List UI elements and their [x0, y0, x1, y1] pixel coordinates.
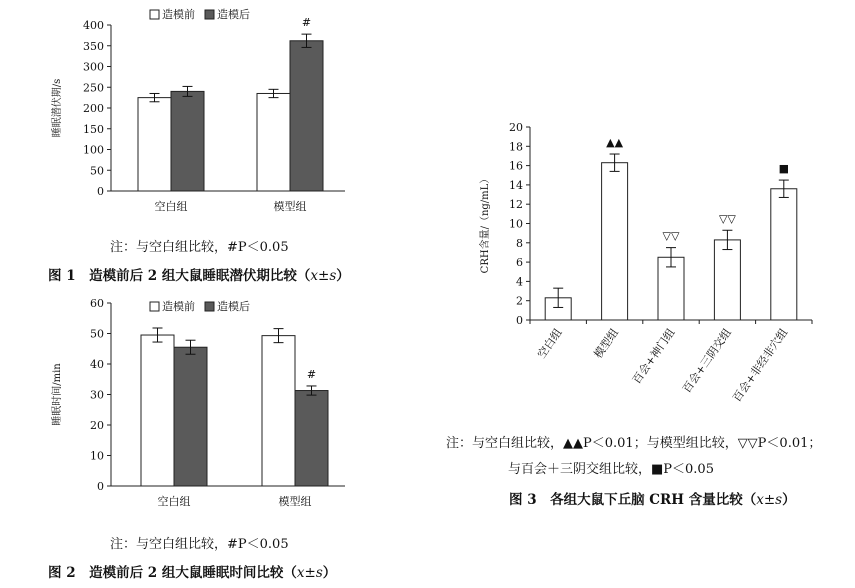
- chart3-bar: [602, 163, 628, 320]
- chart2-y-tick-label: 60: [90, 297, 104, 310]
- chart2-caption-prefix: 图 2 造模前后 2 组大鼠睡眠时间比较（: [48, 565, 297, 581]
- chart1-legend-swatch: [205, 10, 214, 19]
- chart3-caption-stat: x±s: [756, 492, 783, 508]
- chart3-x-tick-label: 百会+三阴交组: [680, 326, 734, 396]
- chart2-x-tick-label: 空白组: [157, 495, 191, 508]
- chart2-legend-label: 造模前: [162, 300, 195, 313]
- chart2-caption-suffix: ）: [322, 565, 337, 581]
- chart3-bar: [714, 240, 740, 320]
- chart2-bar: [262, 336, 295, 486]
- chart3-significance-mark: ▽▽: [718, 212, 736, 226]
- chart2-caption: [48, 561, 336, 581]
- chart1-bar: [138, 98, 171, 191]
- chart3-x-tick-label: 模型组: [591, 326, 622, 361]
- chart1-y-tick-label: 250: [83, 81, 104, 95]
- chart3-y-tick-label: 0: [516, 314, 523, 327]
- chart3-y-tick-label: 18: [509, 140, 523, 154]
- chart1-y-axis-label: 睡眠潜伏期/s: [52, 78, 63, 138]
- chart3-y-tick-label: 10: [509, 217, 523, 231]
- chart1-legend-swatch: [150, 10, 159, 19]
- chart3-x-tick-label: 空白组: [535, 326, 565, 361]
- chart2-caption-stat: x±s: [296, 565, 323, 581]
- chart3-caption-prefix: 图 3 各组大鼠下丘脑 CRH 含量比较（: [509, 492, 757, 508]
- chart3-note-line-2: 与百会＋三阴交组比较，■P＜0.05: [508, 462, 714, 477]
- chart3-y-tick-label: 8: [516, 236, 523, 250]
- chart1-caption: [48, 264, 350, 284]
- chart3-caption: [509, 488, 796, 508]
- chart1-y-tick-label: 150: [83, 122, 104, 136]
- chart2-y-tick-label: 0: [97, 480, 104, 493]
- chart2-bar: [174, 347, 207, 486]
- chart1-caption-prefix: 图 1 造模前后 2 组大鼠睡眠潜伏期比较（: [48, 268, 311, 284]
- chart3-bar: [771, 189, 797, 320]
- chart3-y-tick-label: 4: [516, 275, 523, 289]
- chart2-note: 注：与空白组比较，#P＜0.05: [110, 537, 289, 552]
- chart1-legend-label: 造模前: [162, 8, 195, 21]
- chart3-y-axis-label: CRH含量/（ng/mL）: [480, 173, 491, 274]
- chart1-caption-suffix: ）: [336, 268, 350, 284]
- chart3-x-tick-label: 百会+非经非穴组: [730, 326, 791, 405]
- chart3-y-tick-label: 6: [516, 256, 523, 270]
- chart3-significance-mark: ▲▲: [606, 136, 624, 150]
- chart2-bar: [295, 391, 328, 486]
- chart3-y-tick-label: 2: [516, 294, 523, 308]
- chart1-legend-label: 造模后: [217, 8, 250, 21]
- chart1-y-tick-label: 300: [83, 60, 104, 74]
- chart2-y-axis-label: 睡眠时间/min: [52, 363, 63, 426]
- chart3-y-tick-label: 20: [509, 121, 523, 134]
- chart2-significance-mark: #: [306, 367, 317, 381]
- chart2-y-tick-label: 10: [90, 449, 104, 463]
- chart2-y-tick-label: 30: [90, 388, 104, 402]
- chart1-significance-mark: #: [301, 16, 312, 30]
- chart1-bar: [171, 91, 204, 191]
- chart2-bar: [141, 335, 174, 486]
- chart3-significance-mark: ▽▽: [662, 229, 680, 243]
- chart1-bar: [257, 93, 290, 191]
- chart3-x-tick-label: 百会+神门组: [629, 326, 678, 387]
- chart3-y-tick-label: 12: [509, 198, 523, 212]
- chart1-y-tick-label: 50: [90, 164, 104, 178]
- chart2-x-tick-label: 模型组: [278, 495, 312, 508]
- chart3-y-tick-label: 14: [509, 178, 523, 192]
- chart1-x-tick-label: 模型组: [273, 200, 307, 213]
- chart2-legend-label: 造模后: [217, 300, 250, 313]
- chart1-y-tick-label: 100: [83, 143, 104, 157]
- chart1-bar: [290, 41, 323, 191]
- chart1-y-tick-label: 200: [83, 102, 104, 115]
- chart2-legend-swatch: [205, 302, 214, 311]
- chart3-caption-suffix: ）: [782, 492, 796, 508]
- chart1-caption-stat: x±s: [310, 268, 337, 284]
- chart1-x-tick-label: 空白组: [154, 200, 188, 213]
- chart2-legend-swatch: [150, 302, 159, 311]
- chart1-note: 注：与空白组比较，#P＜0.05: [110, 240, 289, 255]
- chart1-y-tick-label: 0: [97, 185, 104, 198]
- chart2-y-tick-label: 50: [90, 327, 104, 341]
- chart3-significance-mark: ■: [778, 162, 790, 176]
- chart1-y-tick-label: 350: [83, 39, 104, 53]
- chart1-y-tick-label: 400: [83, 19, 104, 32]
- chart3-note-line-1: 注：与空白组比较，▲▲P＜0.01；与模型组比较，▽▽P＜0.01；: [446, 436, 822, 451]
- chart3-y-tick-label: 16: [509, 159, 523, 173]
- chart2-y-tick-label: 20: [90, 419, 104, 432]
- chart2-y-tick-label: 40: [90, 358, 104, 371]
